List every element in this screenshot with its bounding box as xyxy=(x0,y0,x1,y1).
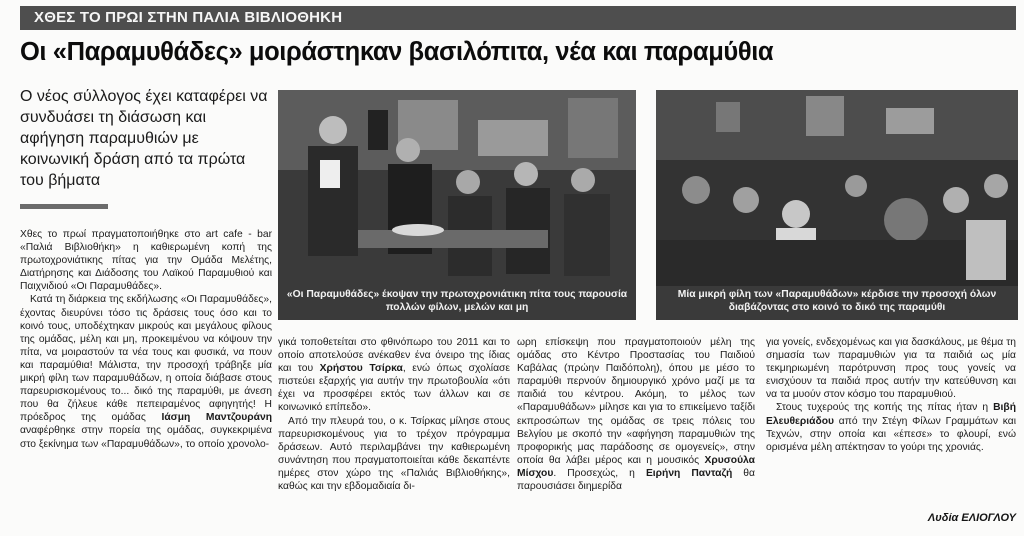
article-headline: Οι «Παραμυθάδες» μοιράστηκαν βασιλόπιτα, νέα και παραμύθια xyxy=(20,38,774,66)
paragraph: γικά τοποθετείται στο φθινόπωρο του 2011 και το οποίο αποτελούσε ανέκαθεν ένα όνειρο της ίδιας και του Χρήστου Τσίρκα, ενώ όπως σχολίασε πιστεύει εξαρχής για αυτήν την πρωτοβουλία «ότι έχει να προσφέρει εκτός των άλλων και σε κοινωνικό επίπεδο». xyxy=(278,337,510,414)
paragraph: Χθες το πρωί πραγματοποιήθηκε στο art cafe - bar «Παλιά Βιβλιοθήκη» η καθιερωμένη κοπή της πρωτοχρονιάτικης πίτας για την Ομάδα Μελέτης, Διατήρησης και Διάδοσης του Λαϊκού Παραμυθιού και Παιχνιδιού «Οι Παραμυθάδες». xyxy=(20,229,272,293)
event-photo-2 xyxy=(656,90,1018,286)
person-name: Βιβή Ελευθεριάδου xyxy=(766,402,1016,427)
lede-divider xyxy=(20,204,108,209)
article-lede: Ο νέος σύλλογος έχει καταφέρει να συνδυάσει τη διάσωση και αφήγηση παραμυθιών με κοινωνική δράση από τα πρώτα του βήματα xyxy=(20,88,268,189)
article-column-3 xyxy=(517,336,755,493)
person-name: Ιάσμη Μαντζουράνη xyxy=(161,412,273,424)
photo-1-caption: «Οι Παραμυθάδες» έκοψαν την πρωτοχρονιάτικη πίτα τους παρουσία πολλών φίλων, μελών και μη xyxy=(278,286,636,320)
event-photo-1 xyxy=(278,90,636,286)
paragraph: Κατά τη διάρκεια της εκδήλωσης «Οι Παραμυθάδες», έχοντας διευρύνει τόσο τις δράσεις τους όσο και το κοινό τους, υποδέχτηκαν μικρούς και μεγάλους φίλους της ομάδας, μέλη και μη, προκειμένου να κόψουν την πίτα, να μοιραστούν τα νέα τους και φυσικά, να πουν και παραμύθια! Μάλιστα, την προσοχή τράβηξε μία μικρή φίλη των παραμυθάδων, η οποία διάβασε στους παρευρισκομένους το... δικό της παραμύθι, με άνεση που θα ζήλευε κάθε πεπειραμένος αφηγητής! Η πρόεδρος της ομάδας Ιάσμη Μαντζουράνη αναφέρθηκε στην πορεία της ομάδας, συγκεκριμένα στο ξεκίνημα των «Παραμυθάδων», το οποίο χρονολο- xyxy=(20,294,273,450)
article-column-1 xyxy=(20,228,272,451)
article-column-2 xyxy=(278,336,510,493)
paragraph: Από την πλευρά του, ο κ. Τσίρκας μίλησε στους παρευρισκομένους για το τρέχον πρόγραμμα δράσεων. Αυτό περιλαμβάνει την καθιερωμένη συνάντηση που πραγματοποιείται κάθε δεκαπέντε ημέρες στον χώρο της «Παλιάς Βιβλιοθήκης», καθώς και την εβδομαδιαία δι- xyxy=(278,415,510,493)
paragraph: Στους τυχερούς της κοπής της πίτας ήταν η Βιβή Ελευθεριάδου από την Στέγη Φίλων Γραμμάτων και Τεχνών, στην οποία και «έπεσε» το φλουρί, ενώ ορισμένα μέλη απέκτησαν το γούρι της χρονιάς. xyxy=(766,402,1016,453)
author-byline: Λυδία ΕΛΙΟΓΛΟΥ xyxy=(927,512,1016,524)
article-column-4 xyxy=(766,336,1016,454)
paragraph: για γονείς, ενδεχομένως και για δασκάλους, με θέμα τη σημασία των παραμυθιών για τα παιδιά ως μία τεκμηριωμένη παρότρυνση προς τους γονείς να ενισχύουν τα παιδιά προς αυτήν την κατεύθυνση και να τα μυούν στον κόσμο του παραμυθιού. xyxy=(766,337,1016,401)
person-name: Χρήστου Τσίρκα xyxy=(319,363,403,375)
section-kicker: ΧΘΕΣ ΤΟ ΠΡΩΙ ΣΤΗΝ ΠΑΛΙΑ ΒΙΒΛΙΟΘΗΚΗ xyxy=(20,6,1016,30)
person-name: Ειρήνη Πανταζή xyxy=(645,467,733,479)
person-name: Χρυσούλα Μίσχου xyxy=(517,454,755,479)
photo-2-caption: Μία μικρή φίλη των «Παραμυθάδων» κέρδισε την προσοχή όλων διαβάζοντας στο κοινό το δικό της παραμύθι xyxy=(656,286,1018,320)
paragraph: ωρη επίσκεψη που πραγματοποιούν μέλη της ομάδας στο Κέντρο Προστασίας του Παιδιού Καβάλας (πρώην Παιδόπολη), όπου με μέσο το παραμύθι περνούν δημιουργικό χρόνο μαζί με τα παιδιά του κέντρου. Ακόμη, το μέλος των «Παραμυθάδων» μίλησε και για το επικείμενο ταξίδι εκπροσώπων της ομάδας σε τρεις πόλεις του Βελγίου με σκοπό την «αφήγηση παραμυθιών της προφορικής μας παράδοσης σε ομογενείς», στην οποία θα λάβει μέρος και η μουσικός Χρυσούλα Μίσχου. Προσεχώς, η Ειρήνη Πανταζή θα παρουσιάσει διημερίδα xyxy=(517,337,755,493)
